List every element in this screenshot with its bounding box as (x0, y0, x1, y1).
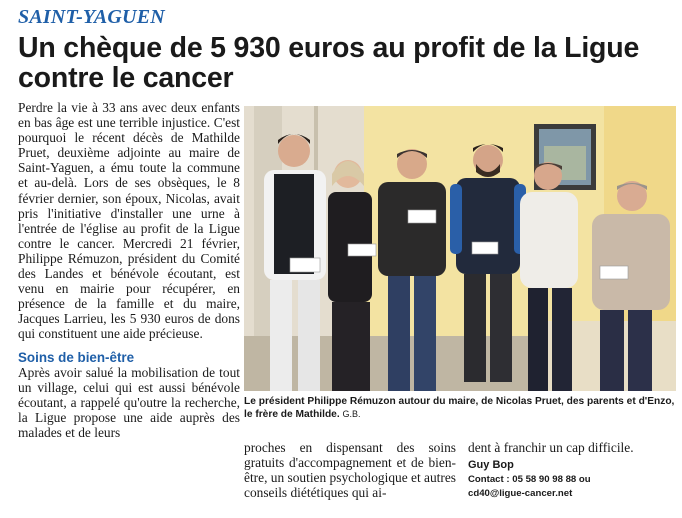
group-photo-illustration (244, 106, 676, 391)
headline: Un chèque de 5 930 euros au profit de la Ligue contre le cancer (18, 32, 640, 94)
group-photo (244, 106, 676, 391)
text-column-2 (244, 440, 456, 500)
body-paragraph-end: dent à franchir un cap difficile. (468, 440, 634, 455)
text-column-1 (18, 100, 240, 440)
section-kicker: SAINT-YAGUEN (18, 6, 165, 28)
caption-text: Le président Philippe Rémuzon autour du maire, de Nicolas Pruet, des parents et d'Enzo, le frère de Mathilde. (244, 396, 675, 420)
contact-email: cd40@ligue-cancer.net (468, 488, 573, 500)
lead-paragraph: Perdre la vie à 33 ans avec deux enfants en bas âge est une terrible injustice. C'est pourquoi le récent décès de Mathilde Pruet, deuxième adjointe au maire de Saint-Yaguen, a ému toute la commune et au-delà. Lors de ses obsèques, le 8 février dernier, son époux, Nicolas, avait pris l'initiative d'installer une urne à l'entrée de l'église au profit de la Ligue contre le cancer. Mercredi 21 février, Philippe Rémuzon, président du Comité des Landes et bénévole écoutant, est venu en mairie pour récupérer, en présence de la famille et du maire, Jacques Larrieu, les 5 930 euros de dons qui constituent une aide précieuse. (18, 100, 240, 342)
photo-caption (244, 395, 676, 421)
author-byline: Guy Bop (468, 459, 514, 472)
photo-credit: G.B. (342, 409, 361, 419)
body-paragraph: Après avoir salué la mobilisation de tout un village, celui qui est aussi bénévole écoutant, a rappelé qu'outre la recherche, la Ligue propose une aide auprès des malades et de leurs (18, 364, 240, 440)
text-column-3 (468, 440, 676, 501)
subheading: Soins de bien-être (18, 349, 135, 365)
body-paragraph-continued: proches en dispensant des soins gratuits d'accompagnement et de bien-être, un soutien psychologique et autres conseils diététiques qui ai- (244, 440, 456, 501)
contact-line: Contact : 05 58 90 98 88 ou (468, 474, 591, 486)
